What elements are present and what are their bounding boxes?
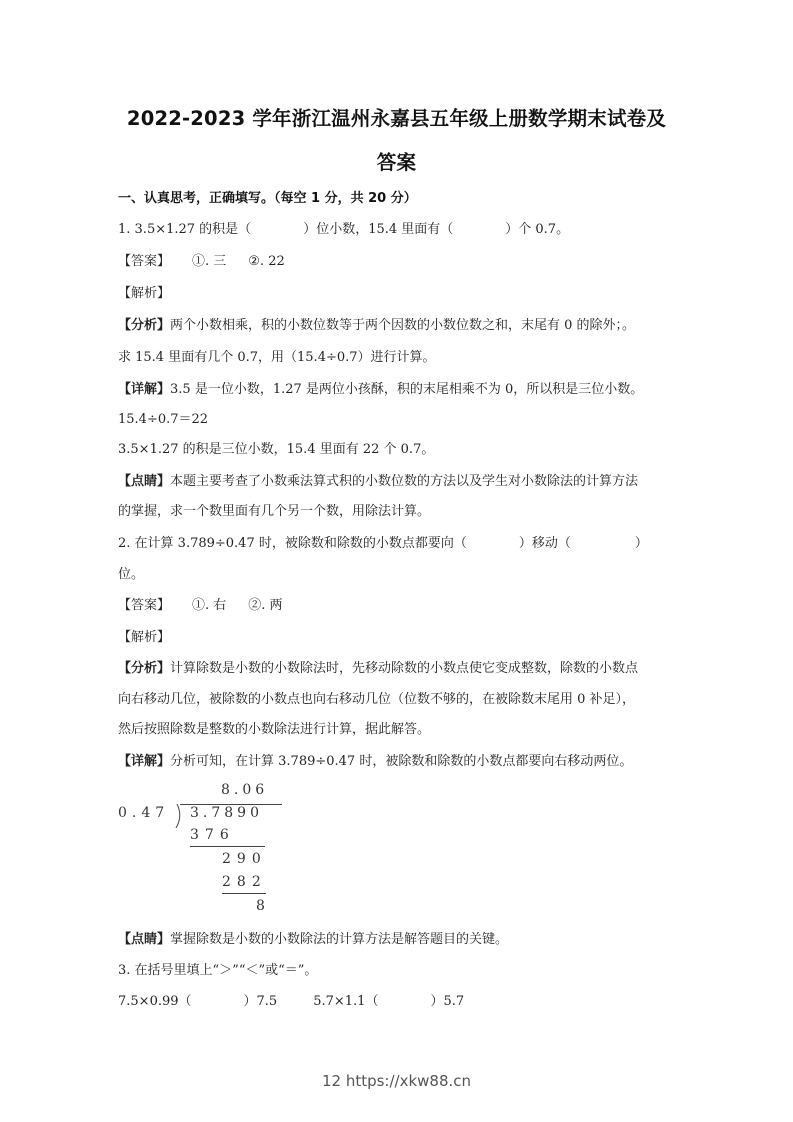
q2-dianjing-text: 掌握除数是小数的小数除法的计算方法是解答题目的关键。: [170, 932, 509, 947]
q1-analysis-label: 【解析】: [118, 286, 171, 301]
q2-fenxi-text3: 然后按照除数是整数的小数除法进行计算，据此解答。: [118, 722, 431, 737]
xiangjie-label: 【详解】: [118, 754, 171, 769]
q1-answer: [118, 250, 285, 269]
division-step2: 290: [222, 851, 267, 867]
division-dividend: 3.7890: [190, 805, 263, 821]
q2-answer: [118, 594, 283, 613]
section-heading: 一、认真思考，正确填写。（每空 1 分，共 20 分）: [118, 191, 417, 206]
q2-question-part-a: 2. 在计算 3.789÷0.47 时，被除数和除数的小数点都要向（: [118, 536, 467, 551]
xiangjie-label: 【详解】: [118, 382, 171, 397]
q1-answer-1: ①. 三: [192, 254, 227, 269]
division-step3: 282: [222, 874, 267, 890]
q2-xiangjie: [118, 750, 632, 769]
q3-expr2-b: ）5.7: [430, 994, 465, 1009]
q2-fenxi-text: 计算除数是小数的小数除法时，先移动除数的小数点使它变成整数，除数的小数点: [170, 661, 639, 676]
q1-question-part-a: 1. 3.5×1.27 的积是（: [118, 222, 252, 237]
q3-question: 3. 在括号里填上“＞”“＜”或“＝”。: [118, 963, 318, 978]
q1-fenxi: [118, 314, 635, 333]
q1-xiangjie-text: 3.5 是一位小数，1.27 是两位小孩酥，积的末尾相乘不为 0，所以积是三位小数。: [170, 382, 644, 397]
q2-fenxi: [118, 657, 638, 676]
q1-answer-2: ②. 22: [248, 254, 285, 269]
q1-dianjing: [118, 470, 638, 489]
division-remainder: 8: [256, 898, 265, 914]
q1-conclusion: 3.5×1.27 的积是三位小数，15.4 里面有 22 个 0.7。: [118, 442, 435, 457]
document-title-line2: 答案: [376, 151, 417, 174]
division-divisor: 0.47: [118, 805, 170, 821]
dianjing-label: 【点睛】: [118, 474, 171, 489]
fenxi-label: 【分析】: [118, 661, 171, 676]
fenxi-label: 【分析】: [118, 318, 171, 333]
q1-question: [118, 218, 569, 237]
q2-question-part-b: ）移动（: [518, 536, 571, 551]
q1-dianjing-text: 本题主要考查了小数乘法算式积的小数位数的方法以及学生对小数除法的计算方法: [170, 474, 639, 489]
q3-expr1-b: ）7.5: [243, 994, 278, 1009]
q1-fenxi-text2: 求 15.4 里面有几个 0.7，用（15.4÷0.7）进行计算。: [118, 350, 436, 365]
q1-question-part-c: ）个 0.7。: [505, 222, 570, 237]
answer-label: 【答案】: [118, 598, 171, 613]
q2-xiangjie-text: 分析可知，在计算 3.789÷0.47 时，被除数和除数的小数点都要向右移动两位。: [170, 754, 633, 769]
q1-dianjing-text2: 的掌握，求一个数里面有几个另一个数，用除法计算。: [118, 504, 431, 519]
q1-xiangjie: [118, 378, 643, 397]
q1-fenxi-text: 两个小数相乘，积的小数位数等于两个因数的小数位数之和，末尾有 0 的除外；。: [170, 318, 636, 333]
q1-question-part-b: ）位小数，15.4 里面有（: [303, 222, 454, 237]
division-line-1: [190, 846, 265, 847]
q1-calc: 15.4÷0.7＝22: [118, 412, 209, 427]
document-title-line1: 2022-2023 学年浙江温州永嘉县五年级上册数学期末试卷及: [126, 107, 667, 130]
q2-answer-2: ②. 两: [248, 598, 283, 613]
q2-answer-1: ①. 右: [192, 598, 227, 613]
page-footer: 12 https://xkw88.cn: [321, 1072, 472, 1090]
q2-dianjing: [118, 928, 508, 947]
division-quotient: 8.06: [221, 782, 269, 798]
q3-expressions: [118, 990, 464, 1009]
long-division-figure: [118, 778, 288, 918]
division-line-2: [222, 893, 266, 894]
dianjing-label: 【点睛】: [118, 932, 171, 947]
q2-question: [118, 532, 648, 551]
q2-question-part-d: 位。: [118, 567, 145, 582]
q2-question-part-c: ）: [634, 536, 648, 551]
q3-expr1-a: 7.5×0.99（: [118, 994, 192, 1009]
q3-expr2-a: 5.7×1.1（: [313, 994, 379, 1009]
division-bracket-icon: [174, 804, 184, 828]
q2-analysis-label: 【解析】: [118, 630, 171, 645]
q2-fenxi-text2: 向右移动几位，被除数的小数点也向右移动几位（位数不够的，在被除数末尾用 0 补足），: [118, 692, 636, 707]
division-step1: 376: [190, 827, 235, 843]
answer-label: 【答案】: [118, 254, 171, 269]
